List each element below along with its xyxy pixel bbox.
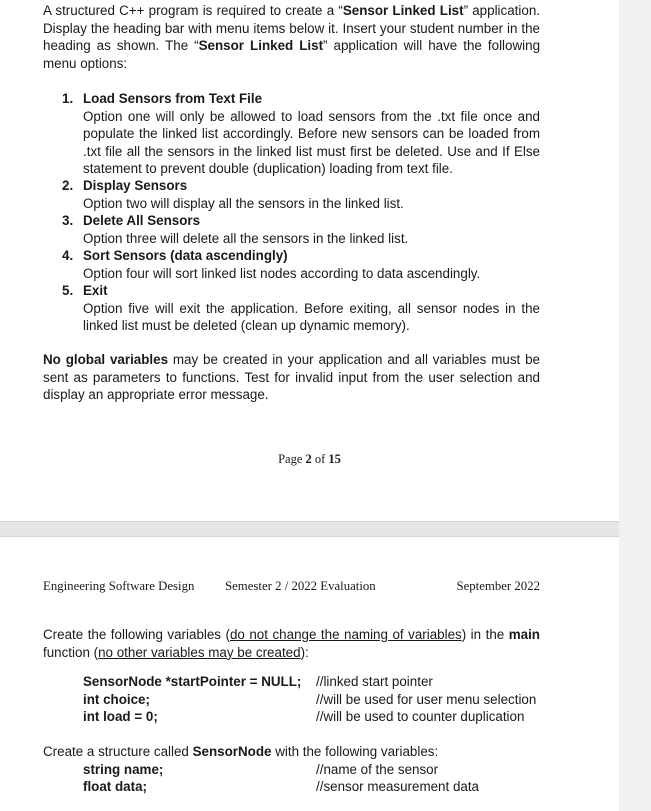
main-variable-row: SensorNode *startPointer = NULL; //linked start pointer — [83, 674, 433, 689]
main-variable-row: int choice; //will be used for user menu selection — [83, 691, 537, 707]
document-page-3 — [0, 537, 619, 811]
header-date: September 2022 — [456, 579, 540, 593]
variables-intro-paragraph: Create the following variables (do not change the naming of variables) in the main function (no other variables may be created): — [43, 627, 540, 660]
page-separator — [0, 521, 619, 537]
header-semester: Semester 2 / 2022 Evaluation — [225, 579, 376, 593]
global-variables-paragraph: No global variables may be created in your application and all variables must be sent as parameters to functions. Test for invalid input from the user selection and display an appropriate error message. — [43, 352, 540, 402]
viewer-side-rail — [619, 0, 651, 811]
header-course: Engineering Software Design — [43, 579, 195, 593]
struct-intro-paragraph: Create a structure called SensorNode with the following variables: — [43, 744, 439, 759]
struct-variable-row: string name; //name of the sensor — [83, 761, 439, 777]
struct-variable-row: float data; //sensor measurement data — [83, 779, 480, 794]
intro-paragraph: A structured C++ program is required to create a “Sensor Linked List” application. Display the heading bar with menu items below it. Insert your student number in the heading as shown. The “Sensor Linked List” application will have the following menu options: — [43, 3, 541, 71]
main-variable-row: int load = 0; //will be used to counter duplication — [83, 709, 525, 724]
document-page-2: A structured C++ program is required to create a “Sensor Linked List” application. Display the heading bar with menu items below it. Insert your student number in the heading as shown. The “Sensor Linked List” application will have the following menu options: 1. Load Sensors from Text File Option one will only be allowed to load sensors from the .txt file once and populate the linked list accordingly. Before new sensors can be loaded from .txt file all the sensors in the linked list must first be deleted. Use and If Else statement to prevent double (duplication) loading from text file. 2. Display Sensors Option two will display all the sensors in the linked list. 3. Delete All Sensors Option three will delete all the sensors in the linked list. 4. Sort Sensors (data ascendingly) Option four will sort linked list nodes according to data ascendingly. 5. Exit Option five will exit the application. Before exiting, all sensor nodes in the linked list must be deleted (clean up dynamic memory). No global variables may be created in your application and all variables must be sent as parameters to functions. Test for invalid input from the user selection and display an appropriate error message. Page 2 of 15 — [0, 0, 619, 521]
page-number: Page 2 of 15 — [278, 452, 341, 466]
